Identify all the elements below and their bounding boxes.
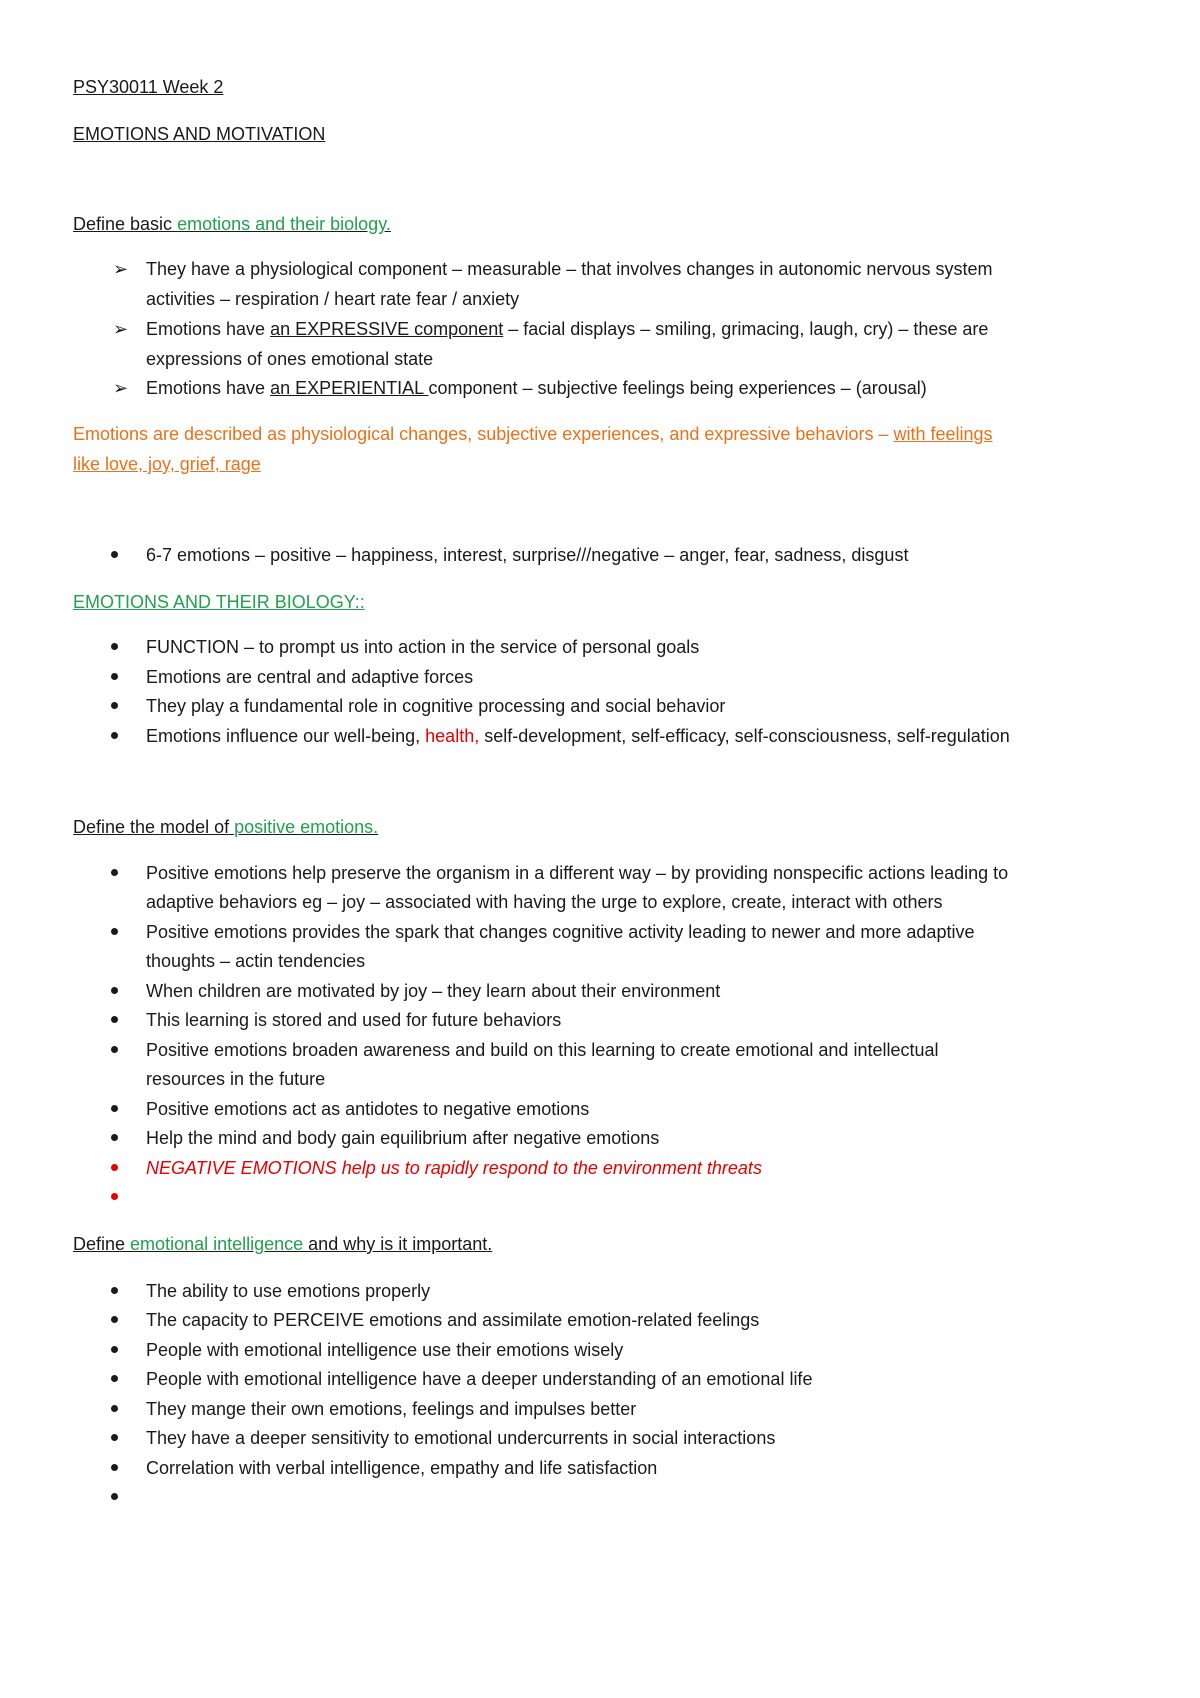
empty-bullet-icon [111,1193,118,1200]
list-item-continued: activities – respiration / heart rate fear / anxiety [146,289,520,309]
bullet-icon [111,732,118,739]
list-item: Emotions are central and adaptive forces [146,667,474,687]
list-item: Positive emotions act as antidotes to negative emotions [146,1099,590,1119]
bullet-icon [111,1016,118,1023]
list-item: People with emotional intelligence use their emotions wisely [146,1340,624,1360]
empty-bullet-icon [111,1493,118,1500]
arrow-bullet-icon: ➢ [113,319,129,339]
list-item: When children are motivated by joy – they learn about their environment [146,981,721,1001]
list-item: FUNCTION – to prompt us into action in the service of personal goals [146,637,700,657]
course-code: PSY30011 Week 2 [73,77,224,97]
bullet-icon [111,1405,118,1412]
bullet-icon [111,1434,118,1441]
list-item: Help the mind and body gain equilibrium after negative emotions [146,1128,660,1148]
bullet-icon [111,1464,118,1471]
bullet-icon [111,1287,118,1294]
emotions-summary: Emotions are described as physiological changes, subjective experiences, and expressive behaviors – with feelings [73,424,993,444]
bullet-icon [111,1346,118,1353]
list-item: Correlation with verbal intelligence, empathy and life satisfaction [146,1458,658,1478]
list-item: They mange their own emotions, feelings and impulses better [146,1399,637,1419]
list-item: 6-7 emotions – positive – happiness, interest, surprise///negative – anger, fear, sadness, disgust [146,545,909,565]
list-item-continued: adaptive behaviors eg – joy – associated with having the urge to explore, create, interact with others [146,892,943,912]
section2-heading: EMOTIONS AND THEIR BIOLOGY:: [73,592,365,612]
list-item: Positive emotions provides the spark that changes cognitive activity leading to newer and more adaptive [146,922,975,942]
list-item: Emotions have an EXPRESSIVE component – facial displays – smiling, grimacing, laugh, cry) – these are [146,319,989,339]
bullet-icon [111,869,118,876]
section1-heading: Define basic emotions and their biology. [73,214,391,234]
list-item: They have a physiological component – measurable – that involves changes in autonomic nervous system [146,259,993,279]
bullet-icon [111,1105,118,1112]
bullet-icon [111,643,118,650]
page-title: EMOTIONS AND MOTIVATION [73,124,326,144]
list-item: Emotions influence our well-being, health, self-development, self-efficacy, self-consciousness, self-regulation [146,726,1010,746]
list-item: Emotions have an EXPERIENTIAL component – subjective feelings being experiences – (arousal) [146,378,927,398]
negative-emotions-note: NEGATIVE EMOTIONS help us to rapidly respond to the environment threats [146,1158,762,1178]
section3-heading: Define the model of positive emotions. [73,817,379,837]
bullet-icon [111,673,118,680]
list-item: Positive emotions help preserve the organism in a different way – by providing nonspecific actions leading to [146,863,1009,883]
bullet-icon [111,551,118,558]
arrow-bullet-icon: ➢ [113,259,129,279]
arrow-bullet-icon: ➢ [113,378,129,398]
list-item: People with emotional intelligence have a deeper understanding of an emotional life [146,1369,813,1389]
list-item: The ability to use emotions properly [146,1281,431,1301]
list-item-continued: thoughts – actin tendencies [146,951,366,971]
section4-heading: Define emotional intelligence and why is it important. [73,1234,493,1254]
emotions-summary-continued: like love, joy, grief, rage [73,454,261,474]
bullet-icon [111,928,118,935]
list-item: They have a deeper sensitivity to emotional undercurrents in social interactions [146,1428,776,1448]
list-item-continued: resources in the future [146,1069,326,1089]
list-item: The capacity to PERCEIVE emotions and assimilate emotion-related feelings [146,1310,760,1330]
bullet-icon [111,1375,118,1382]
bullet-icon [111,1316,118,1323]
bullet-icon [111,1164,118,1171]
bullet-icon [111,1046,118,1053]
list-item: This learning is stored and used for future behaviors [146,1010,562,1030]
bullet-icon [111,702,118,709]
bullet-icon [111,1134,118,1141]
list-item-continued: expressions of ones emotional state [146,349,434,369]
bullet-icon [111,987,118,994]
list-item: They play a fundamental role in cognitive processing and social behavior [146,696,726,716]
list-item: Positive emotions broaden awareness and build on this learning to create emotional and intellectual [146,1040,939,1060]
